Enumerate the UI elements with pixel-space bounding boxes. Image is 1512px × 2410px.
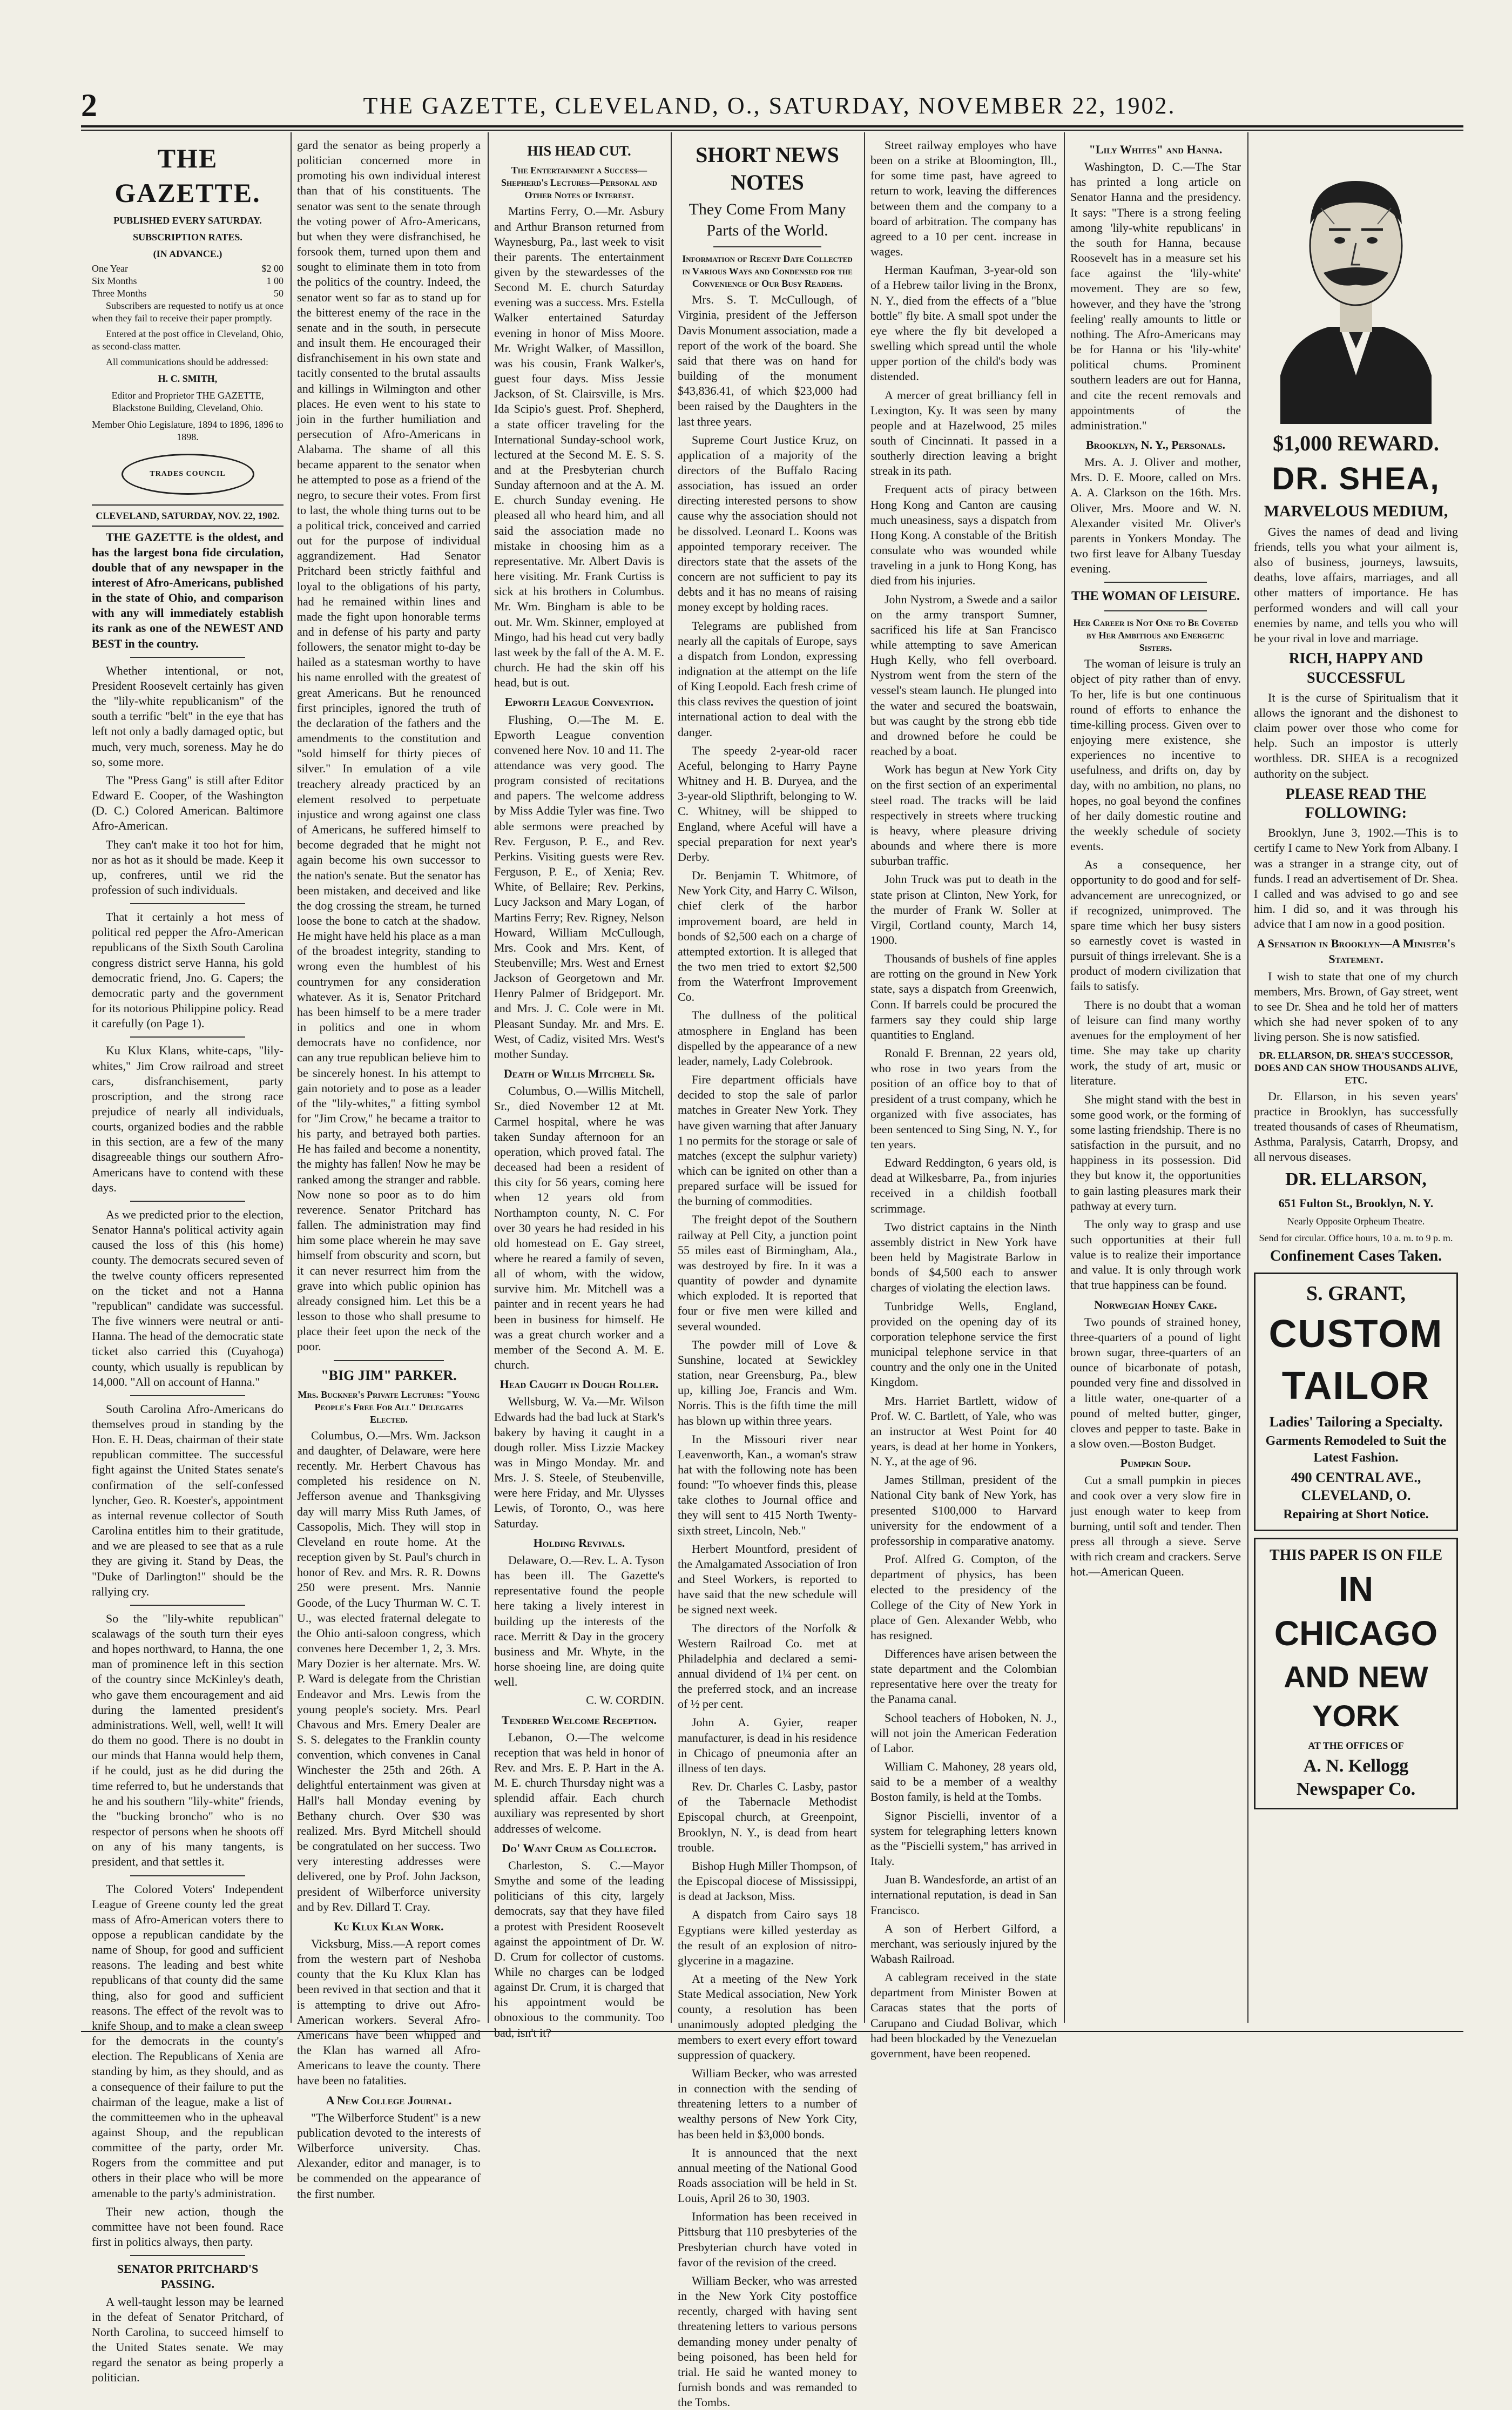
file-line: AND NEW YORK <box>1284 1660 1428 1733</box>
news-note: William C. Mahoney, 28 years old, said to be a member of a wealthy Boston family, is held at the Tombs. <box>870 1760 1057 1804</box>
portrait-illustration <box>1259 143 1453 424</box>
article-heading: Tendered Welcome Reception. <box>501 1713 657 1727</box>
editor-name: H. C. SMITH, <box>158 373 218 385</box>
news-note: The powder mill of Love & Sunshine, located at Sewickley station, near Greensburg, Pa., blew up, killing Joe, Francis and Wm. Norris. This is the fifth time the mill has blown up within three years. <box>678 1337 857 1428</box>
ad-paragraph: Dr. Ellarson, in his seven years' practice in Brooklyn, has successfully treated thousands of cases of Rheumatism, Asthma, Paralysis, Catarrh, Dropsy, and all nervous diseases. <box>1254 1089 1458 1164</box>
editorial-paragraph: Whether intentional, or not, President Roosevelt certainly has given the "lily-white republicanism" of the south a terrific "belt" in the eye that has left not only a badly damaged optic, but much, very much, soreness. May he do so, some more. <box>92 663 284 769</box>
reward-heading: $1,000 REWARD. <box>1273 431 1439 455</box>
article-paragraph: Charleston, S. C.—Mayor Smythe and some of the leading politicians of this city, largely democrats, say that they have filed a protest with President Roosevelt against the appointment of Dr. W. D. Crum for collector of customs. While no charges can be lodged against Dr. Crum, it is charged that his appointment would be obnoxious to the community. Too bad, isn't it? <box>494 1858 664 2039</box>
file-line: THIS PAPER IS ON FILE <box>1270 1546 1442 1564</box>
editorial-paragraph: The Colored Voters' Independent League of Greene county led the great mass of Afro-American voters there to oppose a republican candidate by the name of Shoup, for good and sufficient reasons. The leading and best white republicans of that county did the same thing, also for good and sufficient reasons. The effect of the revolt was to knife Shoup, and to make a clean sweep for the democrats in the county's election. The Republicans of Xenia are standing by him, as they should, and as a consequence of their failure to put the chairman of the league, make a list of the committeemen who in the upheaval against Shoup, and the republican committee of the party, order Mr. Rogers from the committee and put others in their place who will be more amenable to the party's administration. <box>92 1882 284 2200</box>
notice: Entered at the post office in Cleveland, Ohio, as second-class matter. <box>92 328 284 352</box>
news-note: Frequent acts of piracy between Hong Kong and Canton are causing much uneasiness, says a dispatch from Hong Kong. A constable of the British consulate who was wounded while traveling in a junk to Hong Kong, has died from his injuries. <box>870 482 1057 588</box>
rate-label: One Year <box>92 263 128 274</box>
tailor-line: CUSTOM <box>1268 1312 1443 1356</box>
news-note: Work has begun at New York City on the first section of an experimental steel road. The tracks will be laid respectively in streets where trucking is heavy, where pleasure driving abounds and where there is more suburban traffic. <box>870 763 1057 868</box>
article-paragraph: "The Wilberforce Student" is a new publication devoted to the interests of Wilberforce university. Chas. Alexander, editor and manager, is to be commended on the appearance of the first number. <box>297 2110 481 2200</box>
kellogg-ad <box>1254 1538 1458 1809</box>
news-note: At a meeting of the New York State Medical association, New York county, a resolution has been unanimously adopted pledging the members to exert every effort toward suppression of quackery. <box>678 1971 857 2062</box>
ad-slogan: RICH, HAPPY AND SUCCESSFUL <box>1288 650 1423 686</box>
footer-rule <box>81 2031 1463 2032</box>
rates-table <box>92 262 284 300</box>
tailor-repair: Repairing at Short Notice. <box>1283 1507 1429 1522</box>
ad-heading: A Sensation in Brooklyn—A Minister's Statement. <box>1257 937 1455 966</box>
news-note: Tunbridge Wells, England, provided on the opening day of its corporation telephone service the first municipal telephone service in that country and the only one in the United Kingdom. <box>870 1299 1057 1389</box>
published-line: PUBLISHED EVERY SATURDAY. <box>113 215 262 226</box>
editorial-paragraph: As we predicted prior to the election, Senator Hanna's political activity again caused the loss of this (his home) county. The democrats secured seven of the twelve county officers represented on the ticket and not a Hanna "republican" candidate was successful. The five winners were neutral or anti-Hanna. The head of the democratic state ticket also carried this (Cuyahoga) county, which usually is republican by 14,000. "All on account of Hanna." <box>92 1207 284 1389</box>
rate-row <box>92 275 284 287</box>
column-2 <box>297 138 481 2200</box>
page-number: 2 <box>81 87 97 123</box>
ad-address-sub: Nearly Opposite Orpheum Theatre. <box>1287 1216 1425 1227</box>
ad-confinement: Confinement Cases Taken. <box>1270 1248 1442 1265</box>
paper-title: THE GAZETTE. <box>114 143 261 208</box>
news-note: A mercer of great brilliancy fell in Lexington, Ky. It was seen by many people and at Hazelwood, 25 miles south of Cincinnati. It passed in a southerly direction leaving a bright streak in its path. <box>870 388 1057 478</box>
page-header <box>81 81 1463 130</box>
news-note: Juan B. Wandesforde, an artist of an international reputation, is dead in San Francisco. <box>870 1873 1057 1917</box>
news-note: Mrs. S. T. McCullough, of Virginia, president of the Jefferson Davis Monument association, made a report of the work of the board. She said that there was on hand for building of the monument $43,836.41, of which $23,000 had been raised by the Daughters in the last three years. <box>678 293 857 428</box>
news-note: Bishop Hugh Miller Thompson, of the Episcopal diocese of Mississippi, is dead at Jackson, Miss. <box>678 1859 857 1903</box>
file-line: AT THE OFFICES OF <box>1308 1740 1404 1751</box>
portrait-icon <box>1259 143 1453 424</box>
news-note: Signor Piscielli, inventor of a system for telegraphing letters known as the "Piscielli system," has arrived in Italy. <box>870 1808 1057 1868</box>
tailor-ad <box>1254 1273 1458 1531</box>
article-paragraph: Wellsburg, W. Va.—Mr. Wilson Edwards had the bad luck at Stark's bakery by having it caught in a dough roller. Miss Lizzie Mackey was in Mingo Monday. Mr. and Mrs. J. S. Steele, of Steubenville, were here Friday, and Mr. Ulysses Lewis, of Toronto, O., was here Saturday. <box>494 1395 664 1530</box>
news-note: Two district captains in the Ninth assembly district in New York have been held by Magistrate Barlow in bonds of $4,500 each to answer charges of violating the election laws. <box>870 1220 1057 1295</box>
trades-council-emblem: TRADES COUNCIL <box>122 454 254 495</box>
tailor-name: S. GRANT, <box>1306 1282 1406 1305</box>
notice: Subscribers are requested to notify us at once when they fail to receive their paper promptly. <box>92 300 284 324</box>
news-note: Prof. Alfred G. Compton, of the department of physics, has been elected to the presidency of the College of the City of New York in place of Gen. Alexander Webb, who has resigned. <box>870 1552 1057 1642</box>
news-note: Dr. Benjamin T. Whitmore, of New York City, and Harry C. Wilson, chief clerk of the harbor improvement board, are held in bonds of $2,500 each on a charge of attempted extortion. It is alleged that the two men tried to extort $2,500 from the Waterfront Improvement Co. <box>678 869 857 1004</box>
section-heading: SHORT NEWS NOTES <box>696 143 839 195</box>
editorial-paragraph: Ku Klux Klans, white-caps, "lily-whites," Jim Crow railroad and street cars, disfranchisement, party proscription, and the strong race prejudice of nearly all individuals, courts, organized bodies and the rabble in this section, are a few of the many disagreeable things our southern Afro-Americans have to contend with these days. <box>92 1044 284 1194</box>
column-divider <box>291 132 292 2023</box>
ad-heading: PLEASE READ THE FOLLOWING: <box>1285 785 1427 822</box>
article-heading: Norwegian Honey Cake. <box>1094 1297 1217 1311</box>
column-divider <box>488 132 489 2023</box>
news-note: William Becker, who was arrested in connection with the sending of threatening letters to a number of wealthy persons of New York City, has been held in $3,000 bonds. <box>678 2066 857 2141</box>
article-paragraph: Washington, D. C.—The Star has printed a long article on Senator Hanna and the presidency. It says: "There is a strong feeling among 'lily-white republicans' in the south for Hanna, because Roosevelt has in a measure set his face against the 'lily-white' movement. They are so few, however, and they have the 'strong feeling' really amounts to little or nothing. The Afro-Americans may be for Hanna or his 'lily-white' political chums. Prominent southern leaders are out for Hanna, and cite the recent removals and appointments of the administration." <box>1070 160 1241 432</box>
rates-heading: SUBSCRIPTION RATES. <box>133 232 242 243</box>
article-heading: A New College Journal. <box>326 2093 452 2107</box>
notice: All communications should be addressed: <box>106 356 268 368</box>
article-heading: SENATOR PRITCHARD'S PASSING. <box>117 2262 259 2291</box>
news-note: Edward Reddington, 6 years old, is dead at Wilkesbarre, Pa., from injuries received in a childish football scrimmage. <box>870 1156 1057 1215</box>
article-heading: Epworth League Convention. <box>504 695 654 709</box>
advertiser-name: DR. SHEA, <box>1272 461 1440 497</box>
news-note: In the Missouri river near Leavenworth, Kan., a woman's straw hat with the following note has been found: "To whoever finds this, please take clothes to Journal office and they will sent to 415 North Twenty-sixth street, Lincoln, Neb." <box>678 1432 857 1537</box>
article-paragraph: Columbus, O.—Willis Mitchell, Sr., died November 12 at Mt. Carmel hospital, where he was taken Sunday afternoon for an operation, which proved fatal. The deceased had been a resident of this city for 56 years, coming here when 12 years old from Northampton county, N. C. For over 30 years he had resided in his old homestead on E. Gay street, where he reared a family of seven, all of whom, with the widow, survive him. Mr. Mitchell was a painter and in recent years he had been in business for himself. He was a great church worker and a member of the Second A. M. E. church. <box>494 1084 664 1372</box>
article-paragraph: Flushing, O.—The M. E. Epworth League convention convened here Nov. 10 and 11. The attendance was very good. The program consisted of recitations and papers. The welcome address by Miss Addie Tyler was fine. Two able sermons were preached by Rev. Ferguson, P. E., and Rev. Perkins. Visiting guests were Rev. Ferguson, P. E., of Xenia; Rev. White, of Bellaire; Rev. Perkins, Lucy Jackson and Mary Logan, of Martins Ferry; Rev. Rigney, Nelson Howard, William McCullough, Mrs. Cook and Mrs. Kent, of Steubenville; Mrs. West and Ernest Jackson of Georgetown and Mr. Henry Palmer of Bridgeport. Mr. and Mrs. J. C. Cole were in Mt. Pleasant Sunday. Mr. and Mrs. E. West, of Cadiz, visited Mrs. West's mother Sunday. <box>494 712 664 1061</box>
news-note: William Becker, who was arrested in the New York City postoffice recently, charged with having sent threatening letters to various persons demanding money under penalty of being poisoned, has been held for trial. He said he wanted money to furnish bonds and was remanded to the Tombs. <box>678 2273 857 2409</box>
ad-fees: Send for circular. Office hours, 10 a. m. to 9 p. m. <box>1259 1233 1453 1244</box>
rate-label: Three Months <box>92 288 147 299</box>
masthead-line: THE GAZETTE, CLEVELAND, O., SATURDAY, NOVEMBER 22, 1902. <box>363 92 1176 119</box>
news-note: Herbert Mountford, president of the Amalgamated Association of Iron and Steel Workers, is reported to have said that the new schedule will be signed next week. <box>678 1541 857 1617</box>
in-advance: (IN ADVANCE.) <box>153 248 222 260</box>
section-intro: Information of Recent Date Collected in Various Ways and Condensed for the Convenience of Our Busy Readers. <box>682 253 853 290</box>
news-note: Rev. Dr. Charles C. Lasby, pastor of the Tabernacle Methodist Episcopal church, at Greenpoint, Brooklyn, N. Y., is dead from heart trouble. <box>678 1780 857 1854</box>
editorial-paragraph: South Carolina Afro-Americans do themselves proud in standing by the Hon. E. H. Deas, chairman of their state republican committee. The successful fight against the United States senate's confirmation of the self-confessed lyncher, Geo. R. Koester's, appointment as internal revenue collector of South Carolina entitles him to their gratitude, and we are pleased to see that as a rule they are giving it. Stand by Deas, the "Duke of Darlington!" should be the rallying cry. <box>92 1402 284 1598</box>
file-line: A. N. Kellogg Newspaper Co. <box>1296 1755 1416 1800</box>
dateline: CLEVELAND, SATURDAY, NOV. 22, 1902. <box>96 510 280 521</box>
article-paragraph: As a consequence, her opportunity to do good and for self-advancement are unrecognized, or if recognized, unimproved. The spare time which her busy sisters so earnestly covet is wasted in pursuit of things irrelevant. She is a product of modern civilization that fails to satisfy. <box>1070 858 1241 993</box>
file-line: IN CHICAGO <box>1274 1569 1438 1653</box>
article-paragraph: The only way to grasp and use such opportunities at their full value is to realize their importance and value. It is only through work that true happiness can be found. <box>1070 1217 1241 1292</box>
news-note: The speedy 2-year-old racer Aceful, belonging to Harry Payne Whitney and H. B. Duryea, and the 3-year-old Slipthrift, belonging to W. C. Whitney, will be shipped to England, where Aceful will have a special preparation for next year's Derby. <box>678 743 857 864</box>
article-subheading: Mrs. Buckner's Private Lectures: "Young People's Free For All" Delegates Elected. <box>298 1389 480 1425</box>
article-paragraph: Two pounds of strained honey, three-quarters of a pound of light brown sugar, three-quarters of an ounce of bicarbonate of potash, pounded very fine and dissolved in a little water, one-quarter of a pound of melted butter, ginger, cloves and pepper to taste. Bake in a slow oven.—Boston Budget. <box>1070 1315 1241 1450</box>
editorial-paragraph: Their new action, though the committee have not been found. Race first in politics always, then party. <box>92 2204 284 2249</box>
signature: C. W. CORDIN. <box>586 1693 664 1707</box>
column-4 <box>678 138 857 2409</box>
rate-price: $2 00 <box>261 263 284 274</box>
article-heading: "BIG JIM" PARKER. <box>321 1367 457 1383</box>
news-note: Telegrams are published from nearly all the capitals of Europe, says a dispatch from London, expressing indignation at the attempt on the life of King Leopold. Each fresh crime of this class revives the question of joint international action to deal with the danger. <box>678 618 857 739</box>
editorial-paragraph: They can't make it too hot for him, nor as hot as it should be made. Keep it up, confreres, until we rid the profession of such individuals. <box>92 837 284 897</box>
article-heading: "Lily Whites" and Hanna. <box>1089 143 1223 156</box>
ad-paragraph: It is the curse of Spiritualism that it allows the ignorant and the dishonest to claim power over those who come for help. Such an impostor is utterly worthless. DR. SHEA is a recognized authority on the subject. <box>1254 690 1458 780</box>
ad-heading: DR. ELLARSON, <box>1285 1169 1427 1190</box>
tailor-address: 490 CENTRAL AVE., CLEVELAND, O. <box>1291 1469 1421 1503</box>
article-heading: Death of Willis Mitchell Sr. <box>503 1067 655 1081</box>
news-note: Fire department officials have decided to stop the sale of parlor matches in Greater New York. They have given warning that after January 1 no permits for the storage or sale of matches (except the sulphur variety) which can be ignited on other than a prepared surface will be issued for the burning of commodities. <box>678 1073 857 1208</box>
news-note: Supreme Court Justice Kruz, on application of a majority of the directors of the Buffalo Racing association, has issued an order directing interested persons to show cause why the association should not be dissolved. Leonard L. Koons was appointed temporary receiver. The directors state that the assets of the concern are not sufficient to pay its debts and it has no means of raising money except by holding races. <box>678 433 857 614</box>
editorial-paragraph: So the "lily-white republican" scalawags of the south turn their eyes and hopes northward, to Hanna, the one man of prominence left in this section of the country since McKinley's death, who gave them encouragement and aid during the lamented president's administrations. Well, well, well! It will do them no good. There is no doubt in our minds that Hanna would help them, if he could, just as he did during the time referred to, but he understands that he and his southern "lily-white" friends, the "bucking broncho" who is no respector of persons when he shoots off on any of his many tangents, is president, and that settles it. <box>92 1611 284 1869</box>
rate-price: 50 <box>274 288 284 299</box>
article-heading: Head Caught in Dough Roller. <box>500 1377 659 1391</box>
article-paragraph: Delaware, O.—Rev. L. A. Tyson has been ill. The Gazette's representative found the people here taking a lively interest in building up the interests of the race. Merritt & Day in the grocery business and Mr. Whyte, in the horse shoeing line, are doing quite well. <box>494 1553 664 1689</box>
ad-paragraph: Gives the names of dead and living friends, tells you what your ailment is, also of business, journeys, lawsuits, deaths, love affairs, marriages, and all other matters of importance. He has performed wonders and will call your enemies by name, and tells you who will be your rival in love and marriage. <box>1254 524 1458 645</box>
tailor-remodel: Garments Remodeled to Suit the Latest Fashion. <box>1265 1434 1447 1465</box>
article-heading: HIS HEAD CUT. <box>527 143 631 159</box>
news-note: A dispatch from Cairo says 18 Egyptians were killed yesterday as the result of an explosion of nitro-glycerine in a magazine. <box>678 1908 857 1967</box>
column-5 <box>870 138 1057 2060</box>
article-heading: Ku Klux Klan Work. <box>334 1919 444 1933</box>
ad-paragraph: I wish to state that one of my church members, Mrs. Brown, of Gay street, went to see Dr. Shea and he told her of matters which she had never spoken of to any living person. She is now satisfied. <box>1254 969 1458 1044</box>
article-paragraph: Martins Ferry, O.—Mr. Asbury and Arthur Branson returned from Waynesburg, Pa., last week to visit their parents. The entertainment given by the stewardesses of the Second M. E. church Saturday evening was a success. Mrs. Estella Walker entertained Saturday evening in honor of Miss Moore. Mr. Wright Walker, of Massillon, was his cousin, Frank Walker's, guest four days. Miss Jessie Jackson, of St. Clairsville, is Mrs. Ida Scipio's guest. Prof. Shepherd, a state officer traveling for the International Sunday-school work, lectured at the Second M. E. S. S. and at the Presbyterian church Sunday afternoon and at the A. M. E. church Sunday evening. He pleased all who heard him, and all said the association made no mistake in choosing him as a representative. Mr. Albert Davis is here visiting. Mr. Frank Curtiss is sick at his brothers in Columbus. Mr. Wm. Bingham is able to be out. Mr. Wm. Skinner, employed at Mingo, had his head cut very badly last week by the fall of the A. M. E. church. He had the skin off his head, but is out. <box>494 204 664 690</box>
advertiser-tagline: MARVELOUS MEDIUM, <box>1264 502 1448 521</box>
tailor-specialty: Ladies' Tailoring a Specialty. <box>1269 1413 1443 1430</box>
ad-heading: DR. ELLARSON, DR. SHEA'S SUCCESSOR, DOES AND CAN SHOW THOUSANDS ALIVE, ETC. <box>1254 1049 1458 1086</box>
news-note: Mrs. Harriet Bartlett, widow of Prof. W. C. Bartlett, of Yale, who was an instructor at West Point for 40 years, is dead at her home in Yonkers, N. Y., at the age of 96. <box>870 1394 1057 1469</box>
article-heading: Brooklyn, N. Y., Personals. <box>1085 437 1226 452</box>
news-note: Information has been received in Pittsburg that 110 presbyteries of the Presbyterian church have voted in favor of the revision of the creed. <box>678 2210 857 2269</box>
header-rule-thin <box>81 130 1463 131</box>
rate-label: Six Months <box>92 275 137 287</box>
column-divider <box>1064 132 1065 2023</box>
news-note: It is announced that the next annual meeting of the National Good Roads association will be held in St. Louis, April 26 to 30, 1903. <box>678 2145 857 2205</box>
editorial-paragraph: That it certainly a hot mess of political red pepper the Afro-American republicans of the Sixth South Carolina congress district serve Hanna, his gold democratic friend, Jno. G. Capers; the democratic party and the government for its notorious Philippine policy. Read it carefully (on Page 1). <box>92 910 284 1031</box>
column-divider <box>864 132 865 2023</box>
news-note: James Stillman, president of the National City bank of New York, has presented $100,000 to Harvard university for the endowment of a professorship in comparative anatomy. <box>870 1473 1057 1547</box>
news-note: The freight depot of the Southern railway at Pell City, a junction point 55 miles east of Birmingham, Ala., was destroyed by fire. In it was a quantity of powder and dynamite which exploded. It is reported that four or five men were killed and several wounded. <box>678 1213 857 1333</box>
article-heading: Do' Want Crum as Collector. <box>502 1841 657 1855</box>
news-note: The dullness of the political atmosphere in England has been dispelled by the appearance of a new leader, namely, Lady Colebrook. <box>678 1008 857 1068</box>
news-note: Herman Kaufman, 3-year-old son of a Hebrew tailor living in the Bronx, N. Y., died from the effects of a "blue bottle" fly bite. A small spot under the eye where the fly bit developed a swelling which spread until the whole upper portion of the child's body was distended. <box>870 263 1057 383</box>
article-paragraph: Lebanon, O.—The welcome reception that was held in honor of Rev. and Mrs. E. P. Hart in the A. M. E. church Thursday night was a splendid affair. Each church auxiliary was represented by short addresses of welcome. <box>494 1730 664 1835</box>
article-paragraph: A well-taught lesson may be learned in the defeat of Senator Pritchard, of North Carolina, to succeed himself to the United States senate. We may regard the senator as being properly a politician. <box>92 2294 284 2385</box>
news-note: Ronald F. Brennan, 22 years old, who rose in two years from the position of an office boy to that of president of a trust company, which he organized with five associates, has been sentenced to Sing Sing, N. Y., for ten years. <box>870 1046 1057 1151</box>
rate-row <box>92 262 284 275</box>
article-subheading: The Entertainment a Success—Shepherd's Lectures—Personal and Other Notes of Interest. <box>501 165 657 201</box>
column-7-ads <box>1254 138 1458 2017</box>
news-note: Street railway employes who have been on a strike at Bloomington, Ill., for some time past, have agreed to return to work, leaving the differences between them and the company to a board of arbitration. The company has agreed to a 10 per cent. increase in wages. <box>870 138 1057 259</box>
article-subheading: Her Career is Not One to Be Coveted by Her Ambitious and Energetic Sisters. <box>1073 617 1238 654</box>
editor-title: Editor and Proprietor THE GAZETTE, Blackstone Building, Cleveland, Ohio. <box>111 390 264 414</box>
news-note: John A. Gyier, reaper manufacturer, is dead in his residence in Chicago of pneumonia after an illness of ten days. <box>678 1715 857 1775</box>
tailor-line: TAILOR <box>1281 1364 1430 1408</box>
news-note: Differences have arisen between the state department and the Colombian representative here over the treaty for the Panama canal. <box>870 1647 1057 1706</box>
article-paragraph: Columbus, O.—Mrs. Wm. Jackson and daughter, of Delaware, were here recently. Mr. Herbert Chavous has completed his residence on N. Jefferson avenue and Thanksgiving day will marry Miss Ruth James, of Cassopolis, Mich. They will stop in Cleveland en route home. At the reception given by St. Paul's church in honor of Rev. and Mrs. R. R. Downs 250 were present. Mrs. Nannie Goode, of the Lucy Thurman W. C. T. U., was elected fraternal delegate to the Ohio anti-saloon congress, which convenes here December 1, 2, 3. Mrs. Mary Dozier is her alternate. Mrs. W. P. Ward is delegate from the Christian Endeavor and Mrs. Lewis from the young people's society. Mrs. Pearl Chavous and Mrs. Emery Dealer are S. S. delegates to the Franklin county convention, which convenes in Canal Winchester the 25th and 26th. A delightful entertainment was given at Hall's hall Monday evening by Bethany church. Over $30 was realized. Mrs. Byrd Mitchell should be congratulated on her success. Two very interesting addresses were delivered, one by Prof. John Jackson, president of Wilberforce university and by Rev. Dillard T. Cray. <box>297 1428 481 1914</box>
article-paragraph: Vicksburg, Miss.—A report comes from the western part of Neshoba county that the Ku Klux Klan has been revived in that section and that it is attempting to drive out Afro-American workers. Several Afro-Americans have been whipped and the Klan has warned all Afro-Americans to leave the county. There have been no fatalities. <box>297 1937 481 2088</box>
section-subheading: They Come From Many Parts of the World. <box>688 200 846 239</box>
rate-price: 1 00 <box>266 275 284 287</box>
article-paragraph: Cut a small pumpkin in pieces and cook over a very slow fire in just enough water to keep from burning, until soft and tender. Then press all through a sieve. Serve with rich cream and crackers. Serve hot.—American Queen. <box>1070 1473 1241 1579</box>
article-paragraph: The woman of leisure is truly an object of pity rather than of envy. To her, life is but one continuous round of efforts to enhance the time-killing process. Given over to enjoying mere existence, she experiences no incentive to usefulness, and drifts on, day by day, with no ambition, no plans, no hopes, no goal beyond the confines of her daily domestic routine and the weekly schedule of society events. <box>1070 657 1241 853</box>
editorial-paragraph: The "Press Gang" is still after Editor Edward E. Cooper, of the Washington (D. C.) Colored American. Baltimore Afro-American. <box>92 773 284 833</box>
news-note: A son of Herbert Gilford, a merchant, was seriously injured by the Wabash Railroad. <box>870 1921 1057 1965</box>
news-note: The directors of the Norfolk & Western Railroad Co. met at Philadelphia and declared a semi-annual dividend of 1¼ per cent. on the preferred stock, and an increase of ½ per cent. <box>678 1621 857 1711</box>
column-3 <box>494 138 664 2039</box>
article-heading: Pumpkin Soup. <box>1120 1456 1191 1470</box>
article-paragraph: Mrs. A. J. Oliver and mother, Mrs. D. E. Moore, called on Mrs. A. A. Clarkson on the 16th. Mrs. Oliver, Mrs. Moore and W. N. Alexander visited Mr. Oliver's parents in Yonkers Monday. The two first leave for Albany Tuesday evening. <box>1070 455 1241 576</box>
column-divider <box>1247 132 1248 2023</box>
news-note: John Nystrom, a Swede and a sailor on the army transport Sumner, sacrificed his life at San Francisco while attempting to save American Hugh Kelly, who fell overboard. Nystrom went from the stern of the vessel's steam launch. He plunged into the water and secured the boatswain, but was caught by the strong ebb tide and drowned before he could be reached by a boat. <box>870 592 1057 758</box>
lead-paragraph: THE GAZETTE is the oldest, and has the largest bona fide circulation, double that of any newspaper in the interest of Afro-Americans, published in the state of Ohio, and comparison with any will immediately establish its rank as one of the NEWEST AND BEST in the country. <box>92 530 284 650</box>
column-1 <box>92 138 284 2385</box>
article-heading: THE WOMAN OF LEISURE. <box>1071 589 1240 604</box>
legislature-line: Member Ohio Legislature, 1894 to 1896, 1896 to 1898. <box>92 419 284 443</box>
news-note: John Truck was put to death in the state prison at Clinton, New York, for the murder of Frank W. Soller at Virgil, Cortland county, March 14, 1900. <box>870 872 1057 947</box>
news-note: School teachers of Hoboken, N. J., will not join the American Federation of Labor. <box>870 1711 1057 1755</box>
ad-address: 651 Fulton St., Brooklyn, N. Y. <box>1278 1196 1434 1210</box>
article-paragraph: There is no doubt that a woman of leisure can find many worthy avenues for the employment of her time. She may take up charity work, the study of art, music or literature. <box>1070 998 1241 1088</box>
news-note: Thousands of bushels of fine apples are rotting on the ground in New York state, says a dispatch from Greenwich, Conn. If barrels could be procured the farmers say they could ship large quantities to England. <box>870 952 1057 1041</box>
column-divider <box>671 132 672 2023</box>
news-note: A cablegram received in the state department from Minister Bowen at Caracas states that the ports of Carupano and Ciudad Bolivar, which had been blockaded by the Venezuelan government, have been reopened. <box>870 1970 1057 2060</box>
ad-paragraph: Brooklyn, June 3, 1902.—This is to certify I came to New York from Albany. I was a stranger in a strange city, out of funds. I read an advertisement of Dr. Shea. I called and was advised to go and see him. I did so, and it was through his advice that I am now in a good position. <box>1254 826 1458 931</box>
rate-row <box>92 287 284 300</box>
article-paragraph: She might stand with the best in some good work, or the forming of some lasting friendship. There is no satisfaction in the pursuit, and no happiness in its possession. Did they but know it, the opportunities to gain lasting pleasures mark their pathway at every turn. <box>1070 1092 1241 1213</box>
article-heading: Holding Revivals. <box>533 1536 625 1550</box>
header-rule <box>81 125 1463 127</box>
column-6 <box>1070 138 1241 2017</box>
article-paragraph: gard the senator as being properly a politician concerned more in promoting his own individual interest than that of his constituents. The senator was sent to the senate through the voting power of Afro-Americans, but when they were disfranchised, he forsook them, turned upon them and sought to eliminate them in toto from the politics of the country. Indeed, the senator went so far as to stand up for the bitterest enemy of the race in the senate and in the south, in persecute and insult them. He encouraged their disfranchisement in his own state and tacitly consented to the brutal assaults and killings in Wilmington and other places. He even went to his state to join in the further humiliation and persecution of Afro-Americans in Alabama. The shame of all this became apparent to the senator when he attempted to pose as a friend of the negro, to secure their votes. From first to last, the whole thing turns out to be a political trick, conceived and carried out for the purpose of individual aggrandizement. Had Senator Pritchard been strictly faithful and loyal to the obligations of his party, had he remained within lines and made the fight upon honorable terms and in defense of his party and party followers, the senator might to-day be hailed as a statesman worthy to have his name enrolled with the greatest of great Americans. But he renounced first principles, ignored the truth of the declaration of the fathers and the amendments to the constitution and "sold himself for thirty pieces of silver." In emulation of a vile treachery already practiced by an element resolved to perpetuate injustice and wrong against one class of Americans, he suffered himself to become degraded that he might not again become his own successor to the nation's senate. But the senator has been mistaken, and deceived and like the dog crossing the stream, he turned loose the bone to catch at the shadow. He might have held his place as a man of the broadest integrity, standing to wrong even the humblest of his countrymen for any consideration whatever. As it is, Senator Pritchard has been himself to be a mere trader in politics and one in whom democrats have no confidence, nor can any true republican believe him to be sincerely honest. In his attempt to gain notoriety and to pose as a leader of the "lily-whites," a fitting symbol for "Jim Crow," he became a traitor to his party, and betrayed both parties. He has failed and become a nonentity, the mighty has fallen! Now he may be ranked among the stranger and rabble. Now none so poor as to do him reverence. Senator Pritchard has fallen. The administration may find him some place wherein he may save himself from obscurity and scorn, but it can never resurrect him from the grave into which public opinion has already consigned him. Let this be a lesson to those who shall presume to place their feet upon the neck of the poor. <box>297 138 481 1354</box>
